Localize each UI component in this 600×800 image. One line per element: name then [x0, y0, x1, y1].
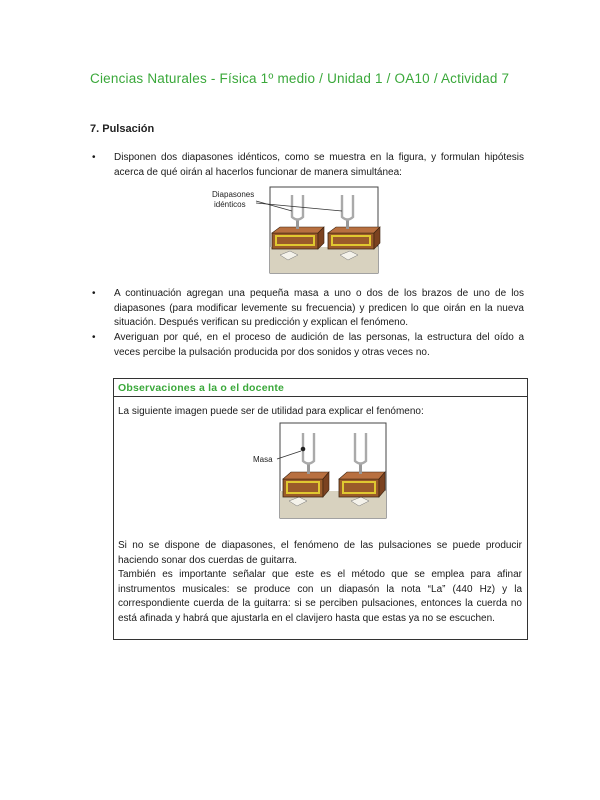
teacher-box-divider [114, 396, 527, 397]
bullet-marker: • [92, 288, 96, 299]
section-title: 7. Pulsación [90, 123, 155, 135]
figure-label-line1: Diapasones [212, 190, 255, 199]
tuning-forks-mass-figure [251, 421, 388, 520]
teacher-box-text [118, 539, 522, 627]
bullet-text: A continuación agregan una pequeña masa a uno o dos de los brazos de uno de los diapasones (para modificar levemente su frecuencia) y predicen lo que oirán en la nueva situación. Después verifican su predicción y explican el fenómeno. [114, 288, 524, 328]
bullet-text: Disponen dos diapasones idénticos, como se muestra en la figura, y formulan hipótesis acerca de qué oirán al hacerlos funcionar de manera simultánea: [114, 152, 524, 178]
page-header-breadcrumb: Ciencias Naturales - Física 1º medio / Unidad 1 / OA10 / Actividad 7 [90, 71, 510, 86]
teacher-box-paragraph: Si no se dispone de diapasones, el fenómeno de las pulsaciones se puede producir haciendo sonar dos cuerdas de guitarra. [118, 540, 522, 566]
teacher-box-title: Observaciones a la o el docente [118, 382, 285, 394]
bullet-marker: • [92, 152, 96, 163]
figure-mass-label: Masa [253, 455, 273, 464]
tuning-forks-figure [206, 185, 382, 275]
teacher-box-paragraph: También es importante señalar que este es el método que se emplea para afinar instrumentos musicales: se produce con un diapasón la nota “La” (440 Hz) y la correspondiente cuerda de la guitarra: si se perciben pulsaciones, entonces la cuerda no está afinada y habrá que ajustarla en el clavijero hasta que estas ya no se escuchen. [118, 569, 522, 624]
bullet-marker: • [92, 332, 96, 343]
figure-label-line2: idénticos [214, 200, 246, 209]
teacher-box-intro: La siguiente imagen puede ser de utilidad para explicar el fenómeno: [118, 406, 424, 417]
bullet-text: Averiguan por qué, en el proceso de audición de las personas, la estructura del oído a veces percibe la pulsación producida por dos sonidos y otras veces no. [114, 332, 524, 358]
bullet-item [90, 151, 524, 180]
bullet-item [90, 331, 524, 360]
bullet-item [90, 287, 524, 331]
